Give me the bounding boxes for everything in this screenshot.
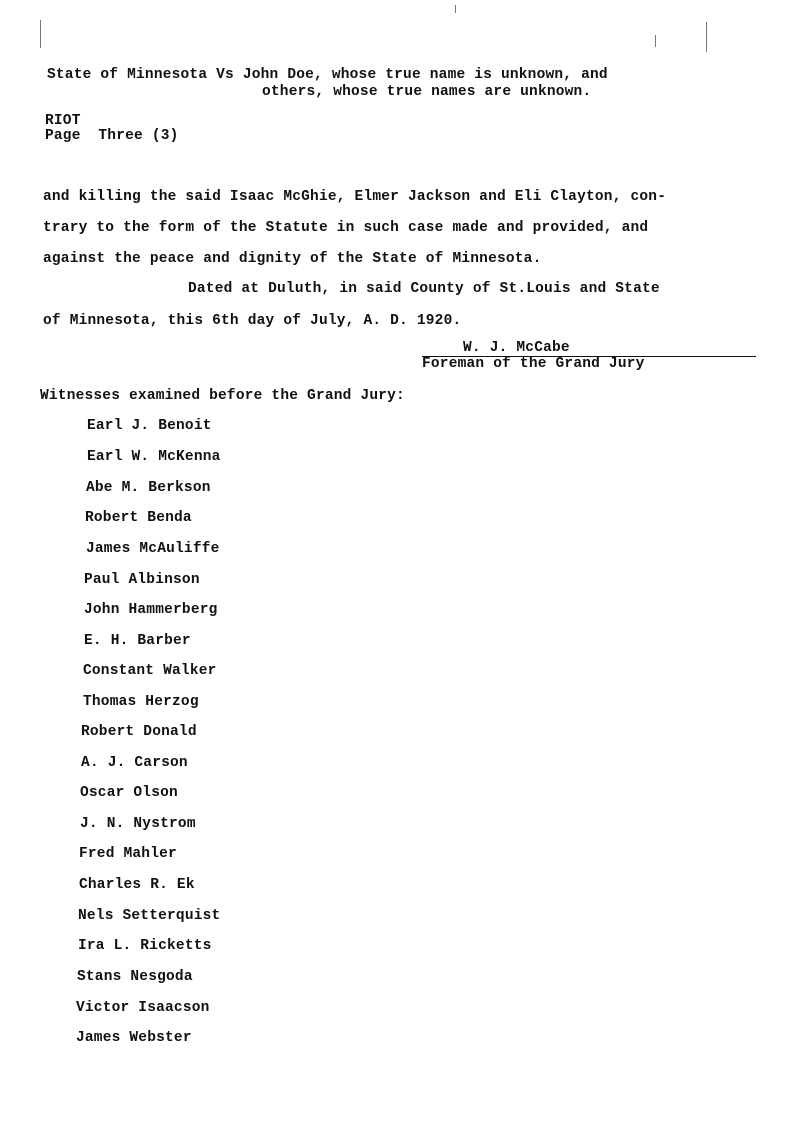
- foreman-signature-name: W. J. McCabe: [463, 340, 570, 356]
- witness-name: Constant Walker: [83, 663, 217, 679]
- witness-name: Thomas Herzog: [83, 694, 199, 710]
- witness-name: E. H. Barber: [84, 633, 191, 649]
- witness-name: Robert Donald: [81, 724, 197, 740]
- witness-name: John Hammerberg: [84, 602, 218, 618]
- witness-name: Paul Albinson: [84, 572, 200, 588]
- charge-label: RIOT: [45, 113, 81, 129]
- witness-name: Victor Isaacson: [76, 1000, 210, 1016]
- dated-line-2: of Minnesota, this 6th day of July, A. D. 1920.: [43, 313, 462, 329]
- witness-name: Ira L. Ricketts: [78, 938, 212, 954]
- witness-name: Abe M. Berkson: [86, 480, 211, 496]
- case-caption-line-1: State of Minnesota Vs John Doe, whose true name is unknown, and: [47, 67, 608, 83]
- witness-name: Stans Nesgoda: [77, 969, 193, 985]
- scan-mark: [40, 20, 41, 48]
- witness-name: Charles R. Ek: [79, 877, 195, 893]
- paragraph-line: against the peace and dignity of the State of Minnesota.: [43, 251, 542, 267]
- foreman-title: Foreman of the Grand Jury: [422, 356, 645, 372]
- dated-line-1: Dated at Duluth, in said County of St.Louis and State: [188, 281, 660, 297]
- witness-name: Earl W. McKenna: [87, 449, 221, 465]
- witness-name: A. J. Carson: [81, 755, 188, 771]
- scan-mark: [706, 22, 707, 52]
- case-caption-line-2: others, whose true names are unknown.: [262, 84, 592, 100]
- witness-name: Earl J. Benoit: [87, 418, 212, 434]
- scan-mark: [655, 35, 656, 47]
- witnesses-heading: Witnesses examined before the Grand Jury:: [40, 388, 405, 404]
- scan-mark: [455, 5, 456, 13]
- witness-name: James McAuliffe: [86, 541, 220, 557]
- witness-name: Fred Mahler: [79, 846, 177, 862]
- witness-name: J. N. Nystrom: [80, 816, 196, 832]
- witness-name: Oscar Olson: [80, 785, 178, 801]
- witness-name: Robert Benda: [85, 510, 192, 526]
- page-label: Page Three (3): [45, 128, 179, 144]
- paragraph-line: and killing the said Isaac McGhie, Elmer Jackson and Eli Clayton, con-: [43, 189, 667, 205]
- paragraph-line: trary to the form of the Statute in such case made and provided, and: [43, 220, 649, 236]
- witness-name: Nels Setterquist: [78, 908, 221, 924]
- witness-name: James Webster: [76, 1030, 192, 1046]
